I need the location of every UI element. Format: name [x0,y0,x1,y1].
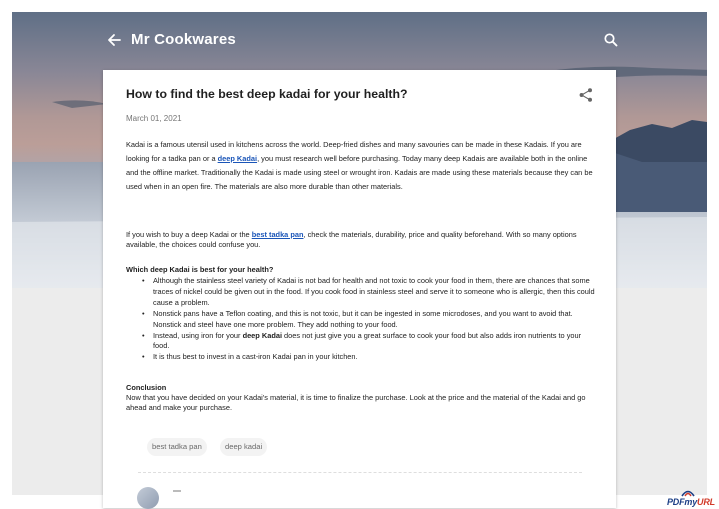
conclusion-heading: Conclusion [126,383,167,392]
bullet-text: does not just give you a great surface to cook your food but also adds iron nutrients to your food. [153,330,582,351]
watermark-tail: URL [697,497,715,507]
post-title: How to find the best deep kadai for your health? [126,87,408,101]
section-heading: Which deep Kadai is best for your health? [126,265,274,274]
bullet-text: Instead, using iron for your [153,330,243,340]
arrow-left-icon [102,28,126,52]
watermark-logo-icon [681,489,695,497]
intro-text-1: Kadai is a famous utensil used in kitchens across the world. Deep-fried dishes and many savouries can be made in these Kadais. If you are looking for a tadka pan or a [126,140,582,163]
intro-text-2: , you must research well before purchasing. Today many deep Kadais are available both in the online and the offline market. Traditionally the Kadai is made using steel or wrought iron. Kadais are made using these materials because they can be used when in an open fire. The materials are also more durable than other materials. [126,153,593,191]
buying-paragraph [126,230,596,251]
label-chip-best-tadka-pan[interactable]: best tadka pan [147,438,207,456]
bullet-item: • Nonstick pans have a Teflon coating, and this is not toxic, but it can be ingested in some microdoses, and you want to avoid that. Nonstick and steel have one more problem. They add nothing to your food. [140,309,596,331]
site-title[interactable]: Mr Cookwares [131,31,236,48]
search-icon [600,29,622,51]
watermark[interactable] [667,497,715,507]
bullet-item [140,331,596,353]
post-card [103,70,616,508]
best-tadka-pan-link[interactable]: best tadka pan [251,230,304,239]
bullet-item: • It is thus best to invest in a cast-iron Kadai pan in your kitchen. [140,352,596,363]
post-date: March 01, 2021 [126,114,182,123]
site-header [12,12,707,68]
avatar[interactable] [137,487,159,509]
share-icon [578,87,594,103]
watermark-main: PDFmy [667,497,698,507]
divider [138,472,582,473]
comment-section-hint [173,490,181,498]
conclusion-paragraph: Now that you have decided on your Kadai's material, it is time to finalize the purchase. Look at the price and the material of the Kadai and go ahead and make your purchase. [126,393,586,413]
label-chip-deep-kadai[interactable]: deep kadai [220,438,267,456]
kadai-bullet-list [140,276,596,363]
intro-paragraph [126,138,594,194]
buying-text-1: If you wish to buy a deep Kadai or the [126,230,252,239]
buying-text-2: , check the materials, durability, price and quality beforehand. With so many options available, the choices could confuse you. [126,230,577,250]
back-button[interactable] [102,28,126,52]
share-button[interactable] [578,87,594,103]
bullet-emphasis: deep Kadai [242,330,282,340]
bullet-item: • Although the stainless steel variety of Kadai is not bad for health and not toxic to cook your food in them, there are chances that some traces of nickel could be given out in the food. If you cook food in stainless steel and serve it to someone who is allergic, then this could cause a problem. [140,276,596,309]
deep-kadai-link[interactable]: deep Kadai [217,153,258,163]
search-button[interactable] [600,29,622,51]
